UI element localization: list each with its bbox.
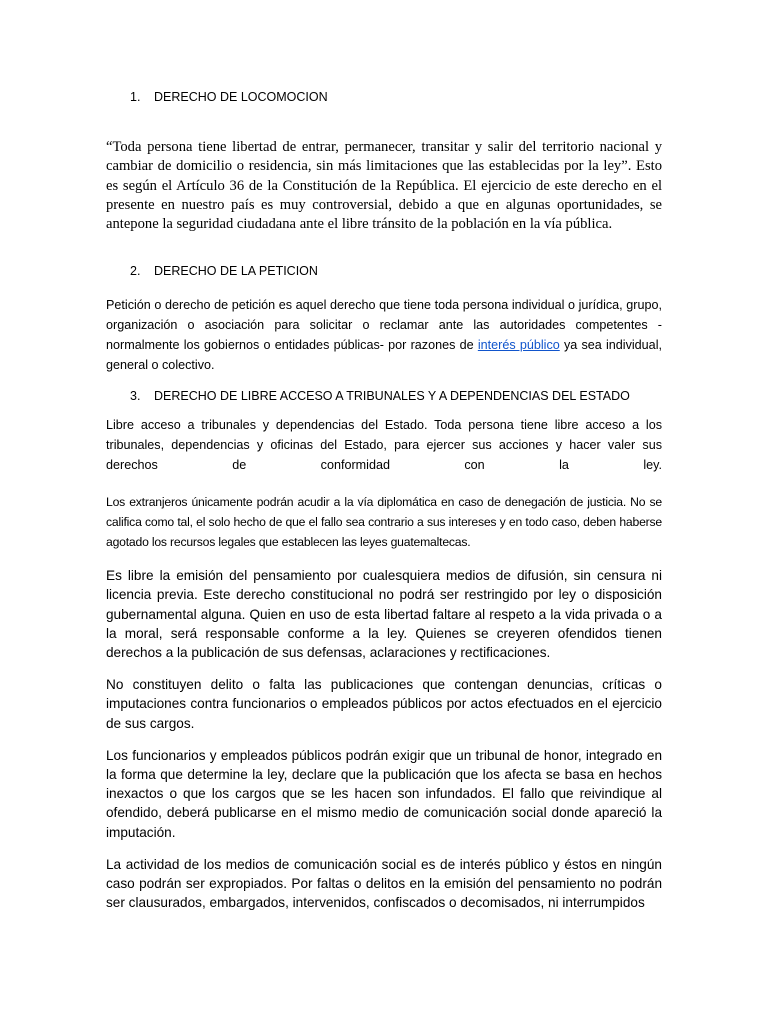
interes-publico-link[interactable]: interés público: [477, 337, 560, 352]
section-3-title: DERECHO DE LIBRE ACCESO A TRIBUNALES Y A DEPENDENCIAS DEL ESTADO: [154, 389, 630, 404]
section-2-paragraph: [106, 296, 662, 375]
section-2-heading: [106, 262, 662, 280]
document-content: [106, 82, 662, 912]
section-3-paragraph-1: Libre acceso a tribunales y dependencias del Estado. Toda persona tiene libre acceso a los tribunales, dependencias y oficinas del Estado, para ejercer sus acciones y hacer valer sus derechos de conformidad con la ley.: [106, 418, 662, 472]
body-paragraph-1: Es libre la emisión del pensamiento por cualesquiera medios de difusión, sin censura ni licencia previa. Este derecho constitucional no podrá ser restringido por ley o disposición gubernamental alguna. Quien en uso de esta libertad faltare al respeto a la vida privada o a la moral, será responsable conforme a la ley. Quienes se creyeren ofendidos tienen derechos a la publicación de sus defensas, aclaraciones y rectificaciones.: [106, 568, 662, 660]
body-paragraph-3: Los funcionarios y empleados públicos podrán exigir que un tribunal de honor, integrado en la forma que determine la ley, declare que la publicación que los afecta se basa en hechos inexactos o que los cargos que se les hacen son infundados. El fallo que reivindique al ofendido, deberá publicarse en el mismo medio de comunicación social donde apareció la imputación.: [106, 747, 662, 840]
section-2-number: 2.: [130, 264, 141, 279]
section-3-paragraph-2: Los extranjeros únicamente podrán acudir a la vía diplomática en caso de denegación de justicia. No se califica como tal, el solo hecho de que el fallo sea contrario a sus intereses y en todo caso, deben haberse agotado los recursos legales que establecen las leyes guatemaltecas.: [106, 495, 662, 549]
body-paragraph-4: La actividad de los medios de comunicación social es de interés público y éstos en ningún caso podrán ser expropiados. Por faltas o delitos en la emisión del pensamiento no podrán ser clausurados, embargados, intervenidos, confiscados o decomisados, ni interrumpidos: [106, 856, 662, 911]
section-3-heading: [106, 387, 662, 405]
section-2-text-before-link: Petición o derecho de petición es aquel derecho que tiene toda persona individual o jurídica, grupo, organización o asociación para solicitar o reclamar ante las autoridades competentes - normalmente los gobiernos o entidades públicas- por razones de: [106, 298, 662, 352]
section-1-paragraph: “Toda persona tiene libertad de entrar, permanecer, transitar y salir del territorio nacional y cambiar de domicilio o residencia, sin más limitaciones que las establecidas por la ley”. Esto es según el Artículo 36 de la Constitución de la República. El ejercicio de este derecho en el presente en nuestro país es muy controversial, debido a que en algunas oportunidades, se antepone la seguridad ciudadana ante el libre tránsito de la población en la vía pública.: [106, 139, 662, 233]
section-1-title: DERECHO DE LOCOMOCION: [154, 90, 328, 104]
section-3-number: 3.: [130, 389, 141, 404]
section-1-number: 1.: [130, 90, 141, 104]
section-2-title: DERECHO DE LA PETICION: [154, 264, 318, 279]
section-2-text-after-link: ya sea individual, general o colectivo.: [106, 337, 662, 372]
body-paragraph-2: No constituyen delito o falta las publicaciones que contengan denuncias, críticas o imputaciones contra funcionarios o empleados públicos por actos efectuados en el ejercicio de sus cargos.: [106, 677, 662, 731]
section-1-heading: [106, 88, 662, 106]
